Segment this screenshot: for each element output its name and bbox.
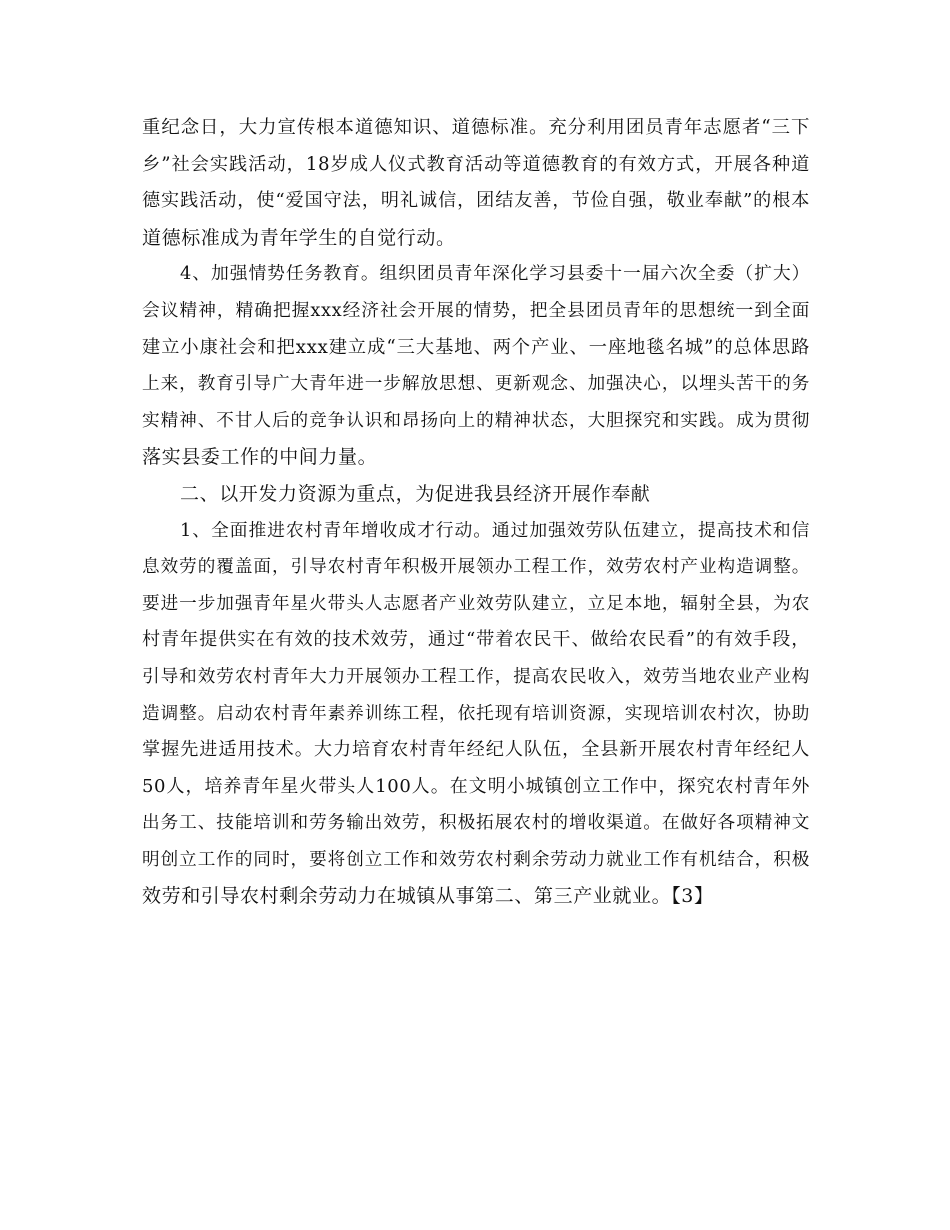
text-line: 1、全面推进农村青年增收成才行动。通过加强效劳队伍建立，提高技术和信 [180,519,810,541]
text-line: 落实县委工作的中间力量。 [142,446,378,469]
text-line: 德实践活动，使“爱国守法，明礼诚信，团结友善，节俭自强，敬业奉献”的根本 [142,190,810,212]
text-line: 引导和效劳农村青年大力开展领办工程工作，提高农民收入，效劳当地农业产业构 [142,666,810,687]
text-line: 重纪念日，大力宣传根本道德知识、道德标准。充分利用团员青年志愿者“三下 [142,117,810,138]
text-line: 明创立工作的同时，要将创立工作和效劳农村剩余劳动力就业工作有机结合，积极 [142,849,810,870]
text-line: 息效劳的覆盖面，引导农村青年积极开展领办工程工作，效劳农村产业构造调整。 [142,557,810,578]
text-line: 乡”社会实践活动，18岁成人仪式教育活动等道德教育的有效方式，开展各种道 [142,153,810,175]
paragraph-situation-education [142,256,810,476]
text-line: 实精神、不甘人后的竞争认识和昂扬向上的精神状态，大胆探究和实践。成为贯彻 [142,410,810,431]
text-line: 效劳和引导农村剩余劳动力在城镇从事第二、第三产业就业。【3】 [142,885,714,908]
text-line: 出务工、技能培训和劳务输出效劳，积极拓展农村的增收渠道。在做好各项精神文 [142,813,810,834]
text-line: 上来，教育引导广大青年进一步解放思想、更新观念、加强决心，以埋头苦干的务 [142,374,810,395]
text-line: 造调整。启动农村青年素养训练工程，依托现有培训资源，实现培训农村次，协助 [142,703,810,724]
document-body [142,110,810,915]
text-line: 道德标准成为青年学生的自觉行动。 [142,226,456,249]
text-line: 掌握先进适用技术。大力培育农村青年经纪人队伍，全县新开展农村青年经纪人 [142,739,810,761]
text-line: 村青年提供实在有效的技术效劳，通过“带着农民干、做给农民看”的有效手段， [142,629,810,651]
text-line: 会议精神，精确把握xxx经济社会开展的情势，把全县团员青年的思想统一到全面 [142,300,810,321]
paragraph-moral-education [142,110,810,256]
text-line: 二、以开发力资源为重点，为促进我县经济开展作奉献 [180,482,651,505]
text-line: 要进一步加强青年星火带头人志愿者产业效劳队建立，立足本地，辐射全县，为农 [142,593,810,614]
text-line: 建立小康社会和把xxx建立成“三大基地、两个产业、一座地毯名城”的总体思路 [142,336,810,358]
text-line: 50人，培养青年星火带头人100人。在文明小城镇创立工作中，探究农村青年外 [142,775,810,797]
section-heading [142,476,810,513]
text-line: 4、加强情势任务教育。组织团员青年深化学习县委十一届六次全委（扩大） [180,263,810,285]
paragraph-rural-youth [142,513,810,916]
